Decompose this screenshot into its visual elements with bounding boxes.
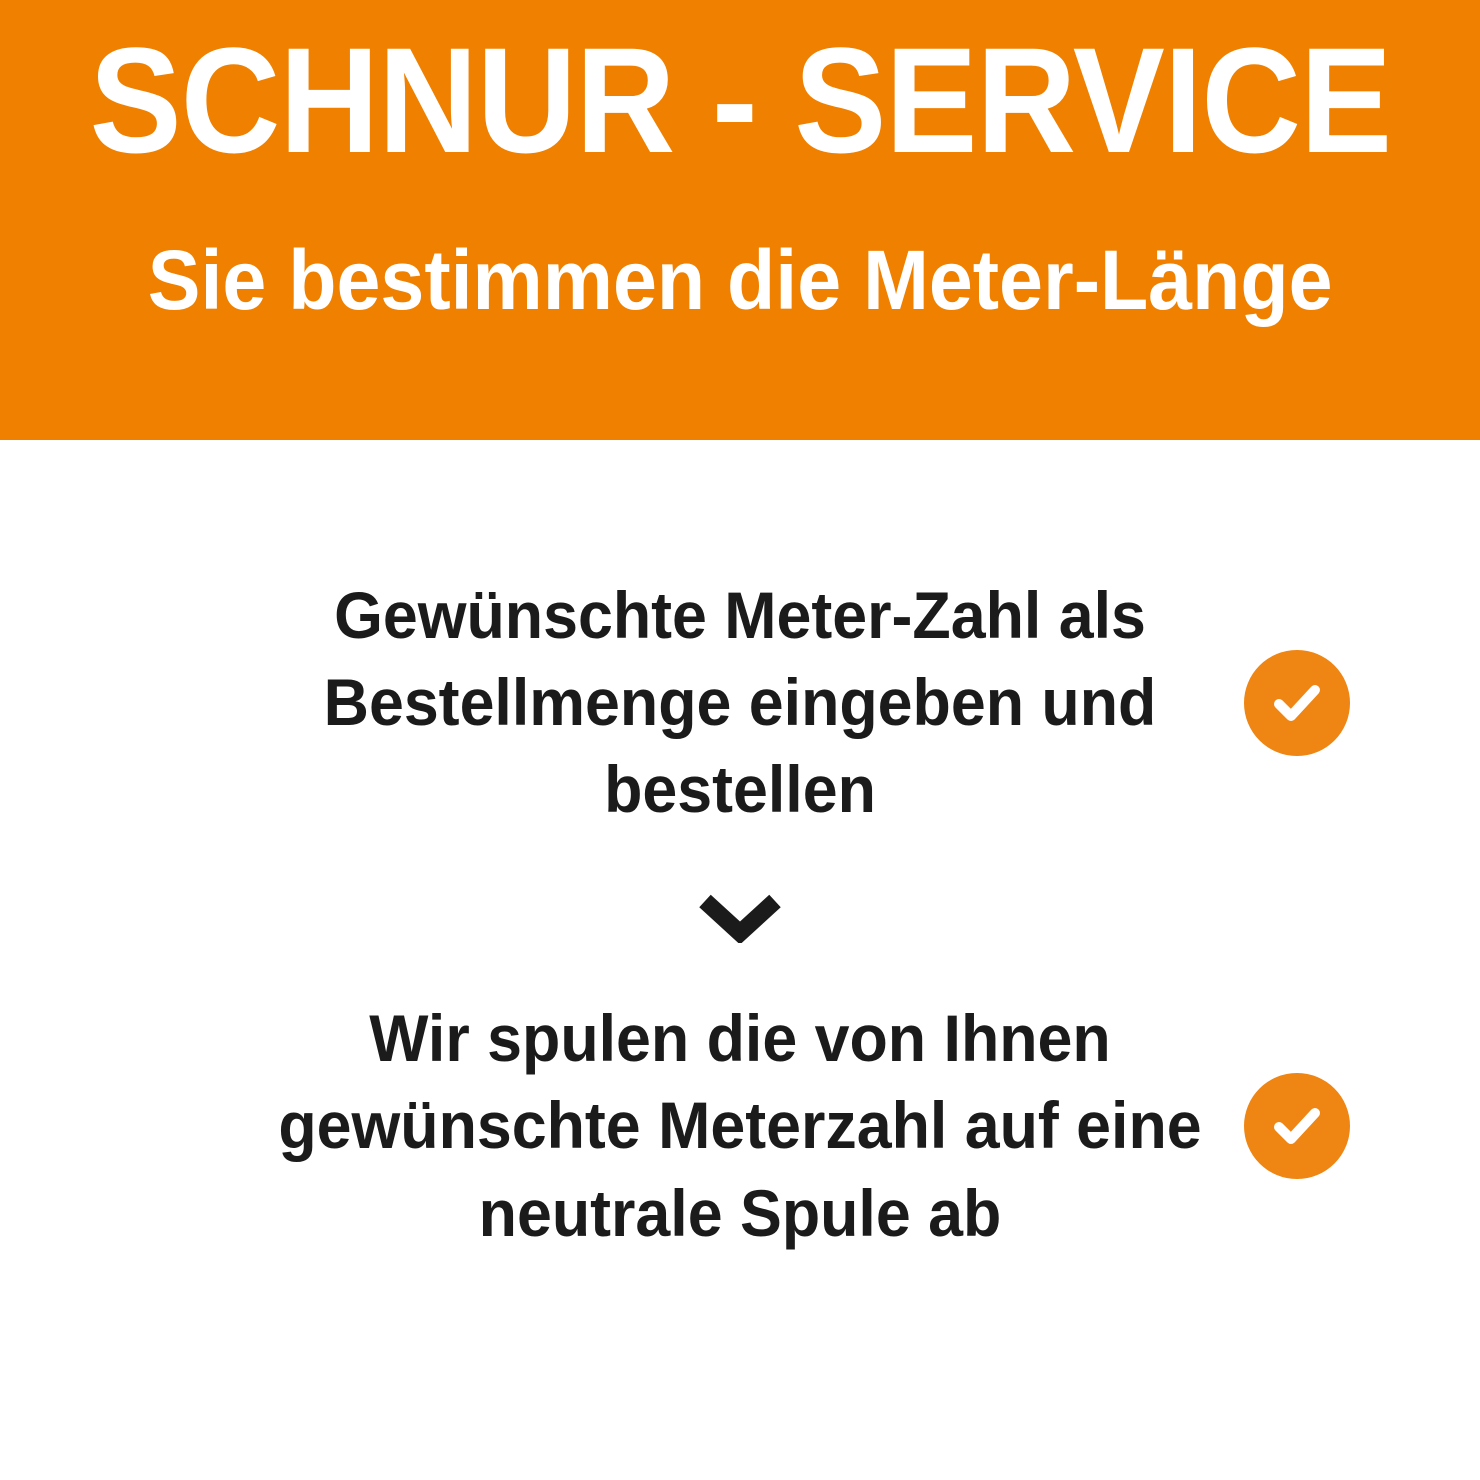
chevron-down-icon bbox=[0, 889, 1480, 943]
steps-section bbox=[0, 440, 1480, 1480]
step-1-text: Gewünschte Meter-Zahl als Bestellmenge eingeben und bestellen bbox=[323, 578, 1157, 827]
check-icon bbox=[1244, 650, 1350, 756]
page-title: SCHNUR - SERVICE bbox=[89, 16, 1391, 184]
step-item-1 bbox=[0, 572, 1480, 833]
step-2-text: Wir spulen die von Ihnen gewünschte Meterzahl auf eine neutrale Spule ab bbox=[278, 1001, 1202, 1250]
step-item-2 bbox=[0, 995, 1480, 1256]
header-banner bbox=[0, 0, 1480, 440]
check-icon bbox=[1244, 1073, 1350, 1179]
page-subtitle: Sie bestimmen die Meter-Länge bbox=[147, 232, 1333, 327]
